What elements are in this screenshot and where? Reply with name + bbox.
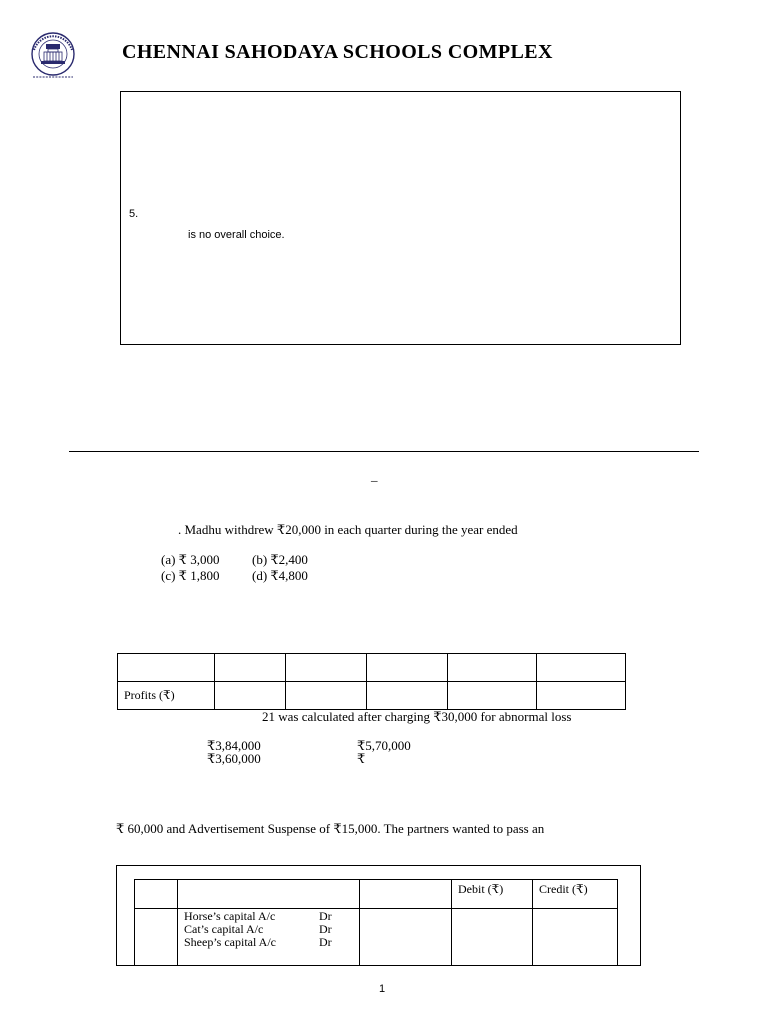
option-b: ₹5,70,000 <box>357 738 411 753</box>
page-title: CHENNAI SAHODAYA SCHOOLS COMPLEX <box>122 41 553 63</box>
table-cell <box>533 909 618 966</box>
table-cell <box>448 654 537 682</box>
table-cell <box>360 880 452 909</box>
table-cell <box>215 654 286 682</box>
table-cell <box>360 909 452 966</box>
option-d: (d) ₹4,800 <box>252 568 308 583</box>
table-cell <box>178 880 360 909</box>
table-cell <box>135 880 178 909</box>
debit-header: Debit (₹) <box>452 880 533 909</box>
school-logo-icon <box>24 30 82 80</box>
option-c: ₹3,60,000 <box>207 751 261 766</box>
table-row <box>118 682 626 710</box>
option-d: ₹ <box>357 751 366 766</box>
table-cell <box>367 654 448 682</box>
table-cell <box>537 654 626 682</box>
credit-header: Credit (₹) <box>533 880 618 909</box>
table-cell <box>367 682 448 710</box>
table-cell <box>215 682 286 710</box>
table-row <box>135 909 618 966</box>
instruction-item-text: is no overall choice. <box>188 229 285 241</box>
journal-dr: Dr <box>319 935 332 949</box>
journal-entry <box>184 936 359 949</box>
table-cell <box>452 909 533 966</box>
journal-dr: Dr <box>319 909 332 923</box>
journal-table <box>134 879 618 966</box>
page-number: 1 <box>379 983 386 995</box>
table-cell <box>448 682 537 710</box>
journal-accounts-cell <box>178 909 360 966</box>
table-cell <box>286 682 367 710</box>
journal-account: Sheep’s capital A/c <box>184 935 276 949</box>
question-advert-text: ₹ 60,000 and Advertisement Suspense of ₹15,000. The partners wanted to pass an <box>116 821 545 836</box>
instruction-item-number: 5. <box>129 208 139 220</box>
table-row <box>118 654 626 682</box>
question-madhu-text: . Madhu withdrew ₹20,000 in each quarter during the year ended <box>178 522 518 537</box>
table-cell <box>135 909 178 966</box>
table-cell <box>537 682 626 710</box>
instructions-box <box>120 91 681 345</box>
option-a: (a) ₹ 3,000 <box>161 552 220 567</box>
profits-table <box>117 653 626 710</box>
option-c: (c) ₹ 1,800 <box>161 568 220 583</box>
option-b: (b) ₹2,400 <box>252 552 308 567</box>
journal-dr: Dr <box>319 922 332 936</box>
table-cell <box>118 654 215 682</box>
section-divider <box>69 451 699 452</box>
option-a: ₹3,84,000 <box>207 738 261 753</box>
section-dash: _ <box>371 468 378 483</box>
table-row <box>135 880 618 909</box>
profits-row-label: Profits (₹) <box>118 682 215 710</box>
journal-account: Horse’s capital A/c <box>184 909 276 923</box>
profits-note: 21 was calculated after charging ₹30,000 for abnormal loss <box>262 709 572 724</box>
journal-account: Cat’s capital A/c <box>184 922 264 936</box>
table-cell <box>286 654 367 682</box>
